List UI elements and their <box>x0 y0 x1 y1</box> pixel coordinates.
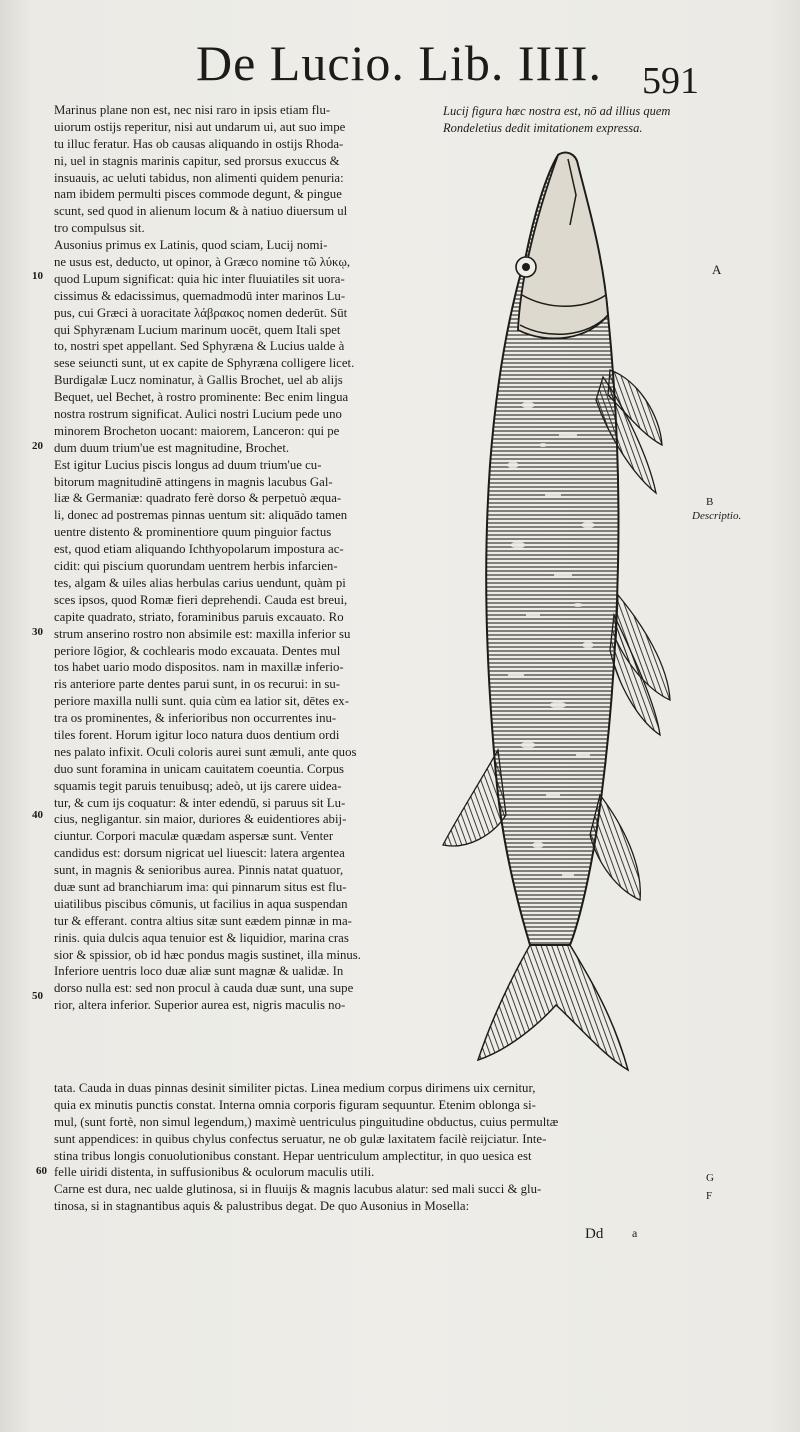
text-line: sese seiuncti sunt, ut ex capite de Sphyræna colligere licet. <box>54 356 355 371</box>
text-line: Ausonius primus ex Latinis, quod sciam, Lucij nomi- <box>54 238 328 253</box>
text-line: to, nostri spet appellant. Sed Sphyræna & Lucius ualde à <box>54 339 345 354</box>
text-line: bitorum magnitudinē attingens in magnis lacubus Gal- <box>54 474 333 489</box>
text-line: tata. Cauda in duas pinnas desinit similiter pictas. Linea medium corpus dirimens uix cernitur, <box>54 1081 536 1095</box>
full-width-text <box>54 1080 714 1215</box>
text-line: insuauis, ac ueluti tabidus, non alimenti quidem penuria: <box>54 170 344 185</box>
text-line: mul, (sunt fortè, non simul legendum,) maximè uentriculus pinguitudine obductus, cuius permultæ <box>54 1114 559 1129</box>
text-line: Carne est dura, nec ualde glutinosa, si in fluuijs & magnis lacubus alatur: sed mali succi & glu- <box>54 1182 542 1197</box>
signature-mark: Dd <box>585 1226 604 1242</box>
text-line: ne usus est, deducto, ut opinor, à Græco nomine τῶ λύκῳ, <box>54 255 351 270</box>
text-line: uiatilibus piscibus cōmunis, ut facilius in aqua suspendan <box>54 896 348 911</box>
page-number: 591 <box>642 60 699 102</box>
text-line: tra os prominentes, & inferioribus non occurrentes inu- <box>54 711 337 726</box>
text-line: sunt, in magnis & senioribus aurea. Pinnis natat quatuor, <box>54 863 344 878</box>
text-line: uiorum ostijs reperitur, nisi aut undarum ui, aut suo impe <box>54 119 346 134</box>
text-line: stina tribus longis conuolutionibus constant. Hepar uentriculum amplectitur, in quo uesica est <box>54 1148 532 1163</box>
line-number: 60 <box>36 1165 47 1177</box>
text-line: squamis tegit paruis tenuibusq; adeò, ut ijs carere uidea- <box>54 778 342 793</box>
text-line: est, quod etiam aliquando Ichthyopolarum impostura ac- <box>54 542 344 557</box>
caption-line: Lucij figura hæc nostra est, nō ad illius quem <box>443 104 671 118</box>
text-line: cidit: qui piscium quorundam uentrem herbis infarcien- <box>54 559 338 574</box>
body-column <box>54 102 444 1014</box>
text-line: quia ex minutis punctis constat. Interna omnia corporis figuram sequuntur. Etenim oblonga si- <box>54 1097 536 1112</box>
text-line: periore lōgior, & cochlearis modo excauata. Dentes mul <box>54 643 341 658</box>
text-line: tos habet uario modo dispositos. nam in maxillæ inferio- <box>54 660 344 675</box>
line-number: 10 <box>32 270 43 282</box>
text-line: Marinus plane non est, nec nisi raro in ipsis etiam flu- <box>54 103 331 117</box>
margin-letter-g: G <box>706 1172 714 1184</box>
margin-letter-f: F <box>706 1190 713 1202</box>
text-line: duo sunt foramina in unicam cauitatem coeuntia. Corpus <box>54 761 344 776</box>
caption-line: Rondeletius dedit imitationem expressa. <box>443 121 643 135</box>
text-line: strum anserino rostro non absimile est: maxilla inferior su <box>54 626 351 641</box>
margin-letter-a: A <box>712 262 722 277</box>
text-line: tinosa, si in stagnantibus aquis & palustribus degat. De quo Ausonius in Mosella: <box>54 1199 470 1214</box>
margin-note-descriptio: Descriptio. <box>692 510 742 522</box>
text-line: tu illuc feratur. Has ob causas aliquando in ostijs Rhoda- <box>54 136 344 151</box>
text-line: cissimus & edacissimus, quemadmodū inter marinos Lu- <box>54 288 346 303</box>
figure-caption <box>443 103 705 137</box>
text-line: tiles forent. Horum igitur loco natura duos dentium ordi <box>54 727 340 742</box>
text-line: ni, uel in stagnis marinis capitur, sed prorsus exuccus & <box>54 153 340 168</box>
text-line: quod Lupum significat: quia hic inter fluuiatiles sit uora- <box>54 271 345 286</box>
text-line: dum duum trium'ue est magnitudine, Brochet. <box>54 440 290 455</box>
text-line: rinis. quia dulcis aqua tenuior est & liquidior, marina cras <box>54 930 349 945</box>
text-line: qui Sphyrænam Lucium marinum uocēt, quem Itali spet <box>54 322 341 337</box>
text-line: tro compulsus sit. <box>54 221 145 236</box>
margin-letter-b: B <box>706 496 714 508</box>
line-number: 50 <box>32 990 43 1002</box>
text-line: duæ sunt ad branchiarum ima: qui pinnarum situs est flu- <box>54 879 347 894</box>
text-line: Bequet, uel Bechet, à rostro prominente: Bec enim lingua <box>54 390 349 405</box>
text-line: cius, negligantur. sin maior, duriores & euidentiores abij- <box>54 812 347 827</box>
text-line: scunt, sed quod in alienum locum & à natiuo diuersum ul <box>54 204 348 219</box>
text-line: tur, & cum ijs coquatur: & inter edendū, si paruus sit Lu- <box>54 795 346 810</box>
text-line: li, donec ad postremas pinnas uentum sit: aliquādo tamen <box>54 508 348 523</box>
line-number: 40 <box>32 809 43 821</box>
text-line: tes, algam & uiles alias herbulas carius uendunt, quàm pi <box>54 575 346 590</box>
text-line: felle uiridi distenta, in suffusionibus & oculorum maculis utili. <box>54 1165 375 1180</box>
text-line: tur & efferant. contra altius sitæ sunt eædem pinnæ in ma- <box>54 913 352 928</box>
text-line: rior, altera inferior. Superior aurea est, nigris maculis no- <box>54 998 346 1013</box>
text-line: ris anteriore parte dentes parui sunt, in os recurui: in su- <box>54 677 341 692</box>
text-line: sior & spissior, ob id hæc pondus magis sustinet, illa minus. <box>54 947 361 962</box>
text-line: periore maxilla nulli sunt. quia cùm ea latior sit, dētes ex- <box>54 694 349 709</box>
text-line: sces ipsos, quod Romæ fieri deprehendi. Cauda est breui, <box>54 592 348 607</box>
text-line: nes palato infixit. Oculi coloris aurei sunt æmuli, ante quos <box>54 744 357 759</box>
pike-woodcut-illustration <box>438 145 678 1080</box>
text-line: minorem Brocheton uocant: maiorem, Lanceron: qui pe <box>54 423 340 438</box>
text-line: uentre distento & prominentiore quum pinguior factus <box>54 525 332 540</box>
page-title: De Lucio. Lib. IIII. <box>196 35 602 91</box>
line-number: 20 <box>32 440 43 452</box>
text-line: Inferiore uentris loco duæ aliæ sunt magnæ & ualidæ. In <box>54 964 344 979</box>
text-line: Burdigalæ Lucz nominatur, à Gallis Brochet, uel ab alijs <box>54 373 343 388</box>
signature-number: a <box>632 1226 638 1240</box>
text-line: capite quadrato, striato, foraminibus paruis excauato. Ro <box>54 609 344 624</box>
text-line: liæ & Germaniæ: quadrato ferè dorso & perpetuò æqua- <box>54 491 342 506</box>
text-line: candidus est: dorsum nigricat uel liuescit: latera argentea <box>54 846 345 861</box>
text-line: Est igitur Lucius piscis longus ad duum trium'ue cu- <box>54 457 322 472</box>
caudal-fin <box>478 945 628 1070</box>
text-line: ciuntur. Corpori maculæ quædam aspersæ sunt. Venter <box>54 829 334 844</box>
fish-head <box>518 153 608 339</box>
text-line: pus, cui Græci à uoracitate λάβρακος nomen dederūt. Sūt <box>54 305 348 320</box>
text-line: nam ibidem permulti pisces commode degunt, & pingue <box>54 187 342 202</box>
line-number: 30 <box>32 626 43 638</box>
fish-pupil <box>522 263 530 271</box>
text-line: sunt appendices: in quibus chylus confectus seruatur, ne ob gulæ laxitatem facilè reijciatur. Inte- <box>54 1131 547 1146</box>
text-line: nostra rostrum significat. Aulici nostri Lucium pede uno <box>54 407 342 422</box>
text-line: dorso nulla est: sed non procul à cauda duæ sunt, una supe <box>54 981 354 996</box>
